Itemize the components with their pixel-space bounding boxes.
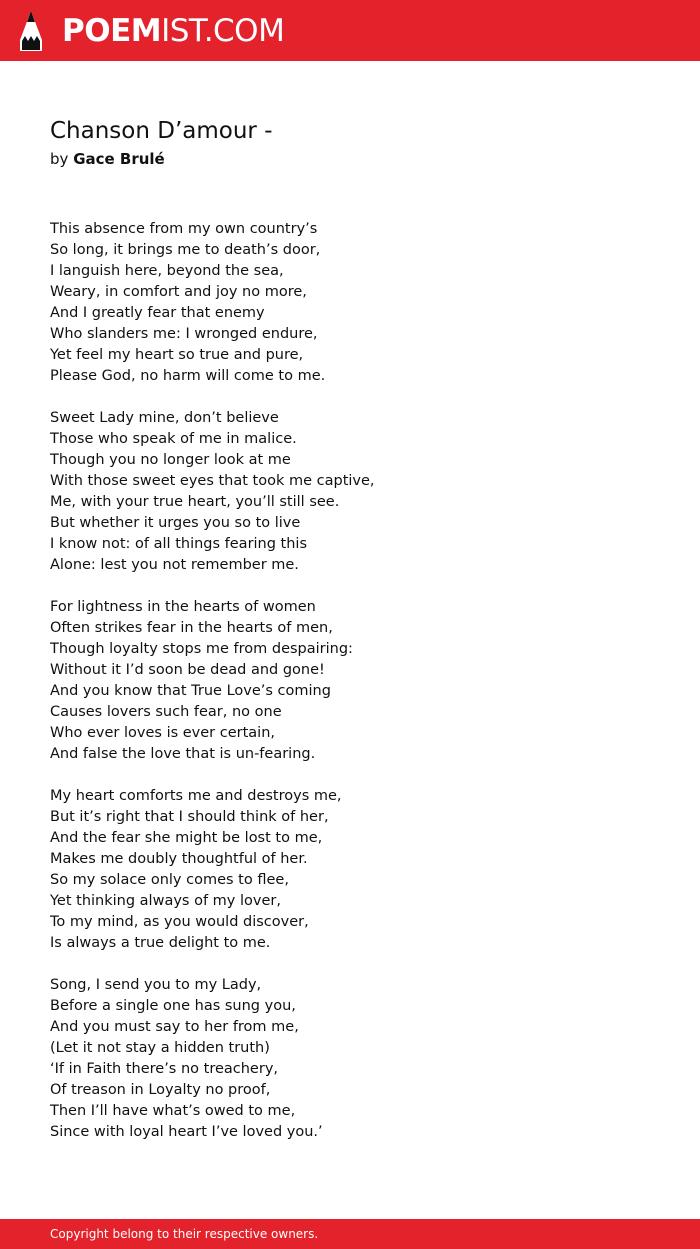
poem-body xyxy=(50,219,650,1164)
poem-line: And false the love that is un-fearing. xyxy=(50,746,316,762)
poem-line: And you know that True Love’s coming xyxy=(50,683,331,699)
poem-line: Please God, no harm will come to me. xyxy=(50,368,326,384)
site-header xyxy=(0,0,700,61)
poem-line: And the fear she might be lost to me, xyxy=(50,830,323,846)
poem-title: Chanson D’amour - xyxy=(50,118,273,144)
poem-stanza xyxy=(50,975,650,1143)
poem-line: Me, with your true heart, you’ll still see. xyxy=(50,494,340,510)
poem-line: Who slanders me: I wronged endure, xyxy=(50,326,318,342)
poem-line: Before a single one has sung you, xyxy=(50,998,296,1014)
poem-line: This absence from my own country’s xyxy=(50,221,318,237)
poem-line: I languish here, beyond the sea, xyxy=(50,263,284,279)
logo-brand-light: IST.COM xyxy=(161,13,285,49)
poem-line: Often strikes fear in the hearts of men, xyxy=(50,620,333,636)
poem-line: Then I’ll have what’s owed to me, xyxy=(50,1103,296,1119)
poem-line: So long, it brings me to death’s door, xyxy=(50,242,321,258)
poem-stanza xyxy=(50,597,650,765)
pencil-tip-icon[interactable] xyxy=(18,10,44,52)
site-logo[interactable] xyxy=(62,12,284,50)
poem-author: Gace Brulé xyxy=(73,150,165,168)
poem-line: Who ever loves is ever certain, xyxy=(50,725,276,741)
poem-line: Sweet Lady mine, don’t believe xyxy=(50,410,279,426)
poem-line: Weary, in comfort and joy no more, xyxy=(50,284,307,300)
poem-line: Those who speak of me in malice. xyxy=(50,431,297,447)
poem-line: With those sweet eyes that took me captive, xyxy=(50,473,375,489)
poem-stanza xyxy=(50,408,650,576)
poem-line: Without it I’d soon be dead and gone! xyxy=(50,662,325,678)
poem-line: Causes lovers such fear, no one xyxy=(50,704,282,720)
poem-line: I know not: of all things fearing this xyxy=(50,536,308,552)
poem-line: Song, I send you to my Lady, xyxy=(50,977,262,993)
poem-line: And you must say to her from me, xyxy=(50,1019,299,1035)
poem-line: Though you no longer look at me xyxy=(50,452,291,468)
poem-stanza xyxy=(50,786,650,954)
site-footer xyxy=(0,1219,700,1249)
poem-line: But whether it urges you so to live xyxy=(50,515,301,531)
copyright-text: Copyright belong to their respective owners. xyxy=(50,1227,319,1241)
poem-line: (Let it not stay a hidden truth) xyxy=(50,1040,270,1056)
poem-line: Since with loyal heart I’ve loved you.’ xyxy=(50,1124,323,1140)
poem-line: Yet feel my heart so true and pure, xyxy=(50,347,304,363)
poem-line: Is always a true delight to me. xyxy=(50,935,271,951)
poem-line: But it’s right that I should think of her, xyxy=(50,809,329,825)
poem-line: To my mind, as you would discover, xyxy=(50,914,309,930)
poem-line: My heart comforts me and destroys me, xyxy=(50,788,342,804)
poem-line: Alone: lest you not remember me. xyxy=(50,557,299,573)
poem-byline xyxy=(50,149,165,169)
poem-line: So my solace only comes to flee, xyxy=(50,872,289,888)
logo-brand-bold: POEM xyxy=(62,13,162,49)
poem-line: And I greatly fear that enemy xyxy=(50,305,265,321)
poem-line: Makes me doubly thoughtful of her. xyxy=(50,851,308,867)
poem-line: For lightness in the hearts of women xyxy=(50,599,316,615)
poem-line: ‘If in Faith there’s no treachery, xyxy=(50,1061,279,1077)
poem-line: Of treason in Loyalty no proof, xyxy=(50,1082,271,1098)
by-label: by xyxy=(50,150,69,168)
poem-line: Yet thinking always of my lover, xyxy=(50,893,281,909)
poem-line: Though loyalty stops me from despairing: xyxy=(50,641,353,657)
poem-stanza xyxy=(50,219,650,387)
